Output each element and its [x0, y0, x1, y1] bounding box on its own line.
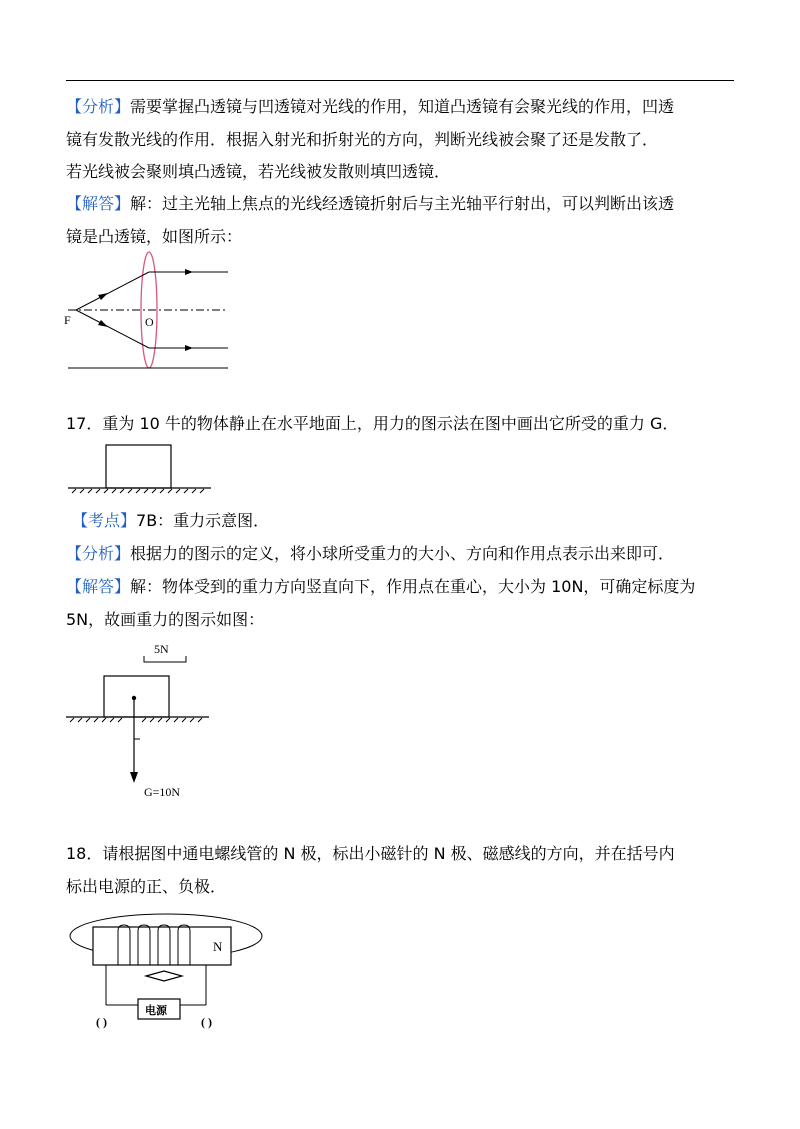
q17-answer-line-2: 5N，故画重力的图示如图：	[66, 610, 265, 629]
compass-needle	[146, 971, 182, 981]
block-on-ground-diagram	[66, 440, 216, 496]
q16-analysis-line-1: 【分析】需要掌握凸透镜与凹透镜对光线的作用，知道凸透镜有会聚光线的作用，凹透	[66, 97, 675, 116]
answer-tag: 【解答】	[66, 577, 131, 596]
q16-answer-line-2: 镜是凸透镜，如图所示：	[66, 227, 243, 246]
bracket-right: ( )	[201, 1015, 212, 1029]
convex-lens-diagram	[60, 250, 240, 372]
q16-analysis-line-2: 镜有发散光线的作用．根据入射光和折射光的方向，判断光线被会聚了还是发散了．	[66, 130, 659, 149]
ground-hatch	[70, 718, 202, 722]
q17-question: 17．重为 10 牛的物体静止在水平地面上，用力的图示法在图中画出它所受的重力 G．	[66, 414, 679, 433]
force-label: G=10N	[144, 785, 181, 799]
pole-label: N	[213, 939, 223, 954]
block	[104, 676, 169, 717]
block	[106, 445, 171, 488]
scale-bar	[144, 656, 186, 662]
solenoid-core	[93, 927, 231, 965]
header-rule	[66, 80, 734, 81]
gravity-arrowhead	[130, 772, 138, 783]
bracket-left: ( )	[96, 1015, 107, 1029]
q17-answer-line-1: 【解答】解：物体受到的重力方向竖直向下，作用点在重心，大小为 10N，可确定标度为	[66, 577, 696, 596]
gravity-force-diagram	[64, 636, 214, 804]
center-label: O	[145, 315, 154, 329]
q16-analysis-line-3: 若光线被会聚则填凸透镜，若光线被发散则填凹透镜．	[66, 162, 451, 181]
q17-kaodian: 【考点】7B：重力示意图．	[72, 511, 270, 530]
q17-analysis: 【分析】根据力的图示的定义，将小球所受重力的大小、方向和作用点表示出来即可．	[66, 544, 675, 563]
answer-tag: 【解答】	[66, 194, 131, 213]
analysis-tag: 【分析】	[66, 97, 131, 116]
ground-hatch	[72, 489, 204, 493]
q18-question-line-1: 18．请根据图中通电螺线管的 N 极，标出小磁针的 N 极、磁感线的方向，并在括号内	[66, 844, 675, 863]
focus-label: F	[64, 313, 71, 327]
kaodian-tag: 【考点】	[72, 511, 137, 530]
analysis-tag: 【分析】	[66, 544, 131, 563]
scale-label: 5N	[154, 642, 169, 656]
source-label: 电源	[145, 1004, 167, 1017]
q18-question-line-2: 标出电源的正、负极．	[66, 877, 227, 896]
solenoid-diagram	[66, 905, 266, 1030]
q16-answer-line-1: 【解答】解：过主光轴上焦点的光线经透镜折射后与主光轴平行射出，可以判断出该透	[66, 194, 675, 213]
